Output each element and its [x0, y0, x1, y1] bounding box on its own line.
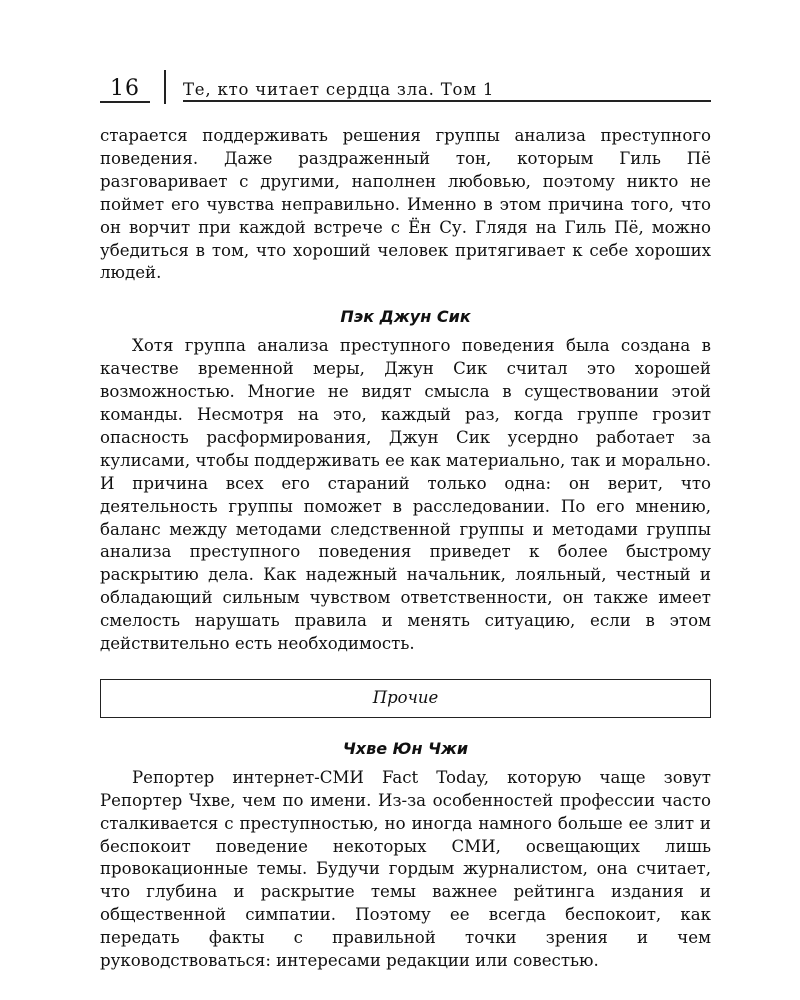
- bio-paragraph-baek-jun-sik: Хотя группа анализа преступного поведения была создана в качестве временной меры, Джун Сик считал это хорошей возможностью. Многие не видят смысла в существовании этой команды. Несмотря на это, каждый раз, когда группе грозит опасность расформирования, Джун Сик усердно работает за кулисами, чтобы поддерживать ее как материально, так и морально. И причина всех его стараний только одна: он верит, что деятельность группы поможет в расследовании. По его мнению, баланс между методами следственной группы и методами группы анализа преступного поведения приведет к более быстрому раскрытию дела. Как надежный начальник, лояльный, честный и обладающий сильным чувством ответственности, он также имеет смелость нарушать правила и менять ситуацию, если в этом действительно есть необходимость.: [100, 336, 711, 654]
- header-separator: [164, 70, 166, 104]
- page-body: [100, 125, 711, 973]
- page-number-rule: [100, 101, 150, 103]
- bio-heading-choi-yun-ji: Чхве Юн Чжи: [342, 738, 469, 758]
- section-title-box: [100, 679, 711, 718]
- page-number: 16: [110, 76, 140, 101]
- bio-paragraph-choi-yun-ji: Репортер интернет-СМИ Fact Today, которую чаще зовут Репортер Чхве, чем по имени. Из-за особенностей профессии часто сталкивается с преступностью, но иногда намного больше ее злит и беспокоит поведение некоторых СМИ, освещающих лишь провокационные темы. Будучи гордым журналистом, она считает, что глубина и раскрытие темы важнее рейтинга издания и общественной симпатии. Поэтому ее всегда беспокоит, как передать факты с правильной точки зрения и чем руководствоваться: интересами редакции или совестью.: [100, 767, 711, 971]
- intro-paragraph: старается поддерживать решения группы анализа преступного поведения. Даже раздраженный тон, которым Гиль Пё разговаривает с другими, наполнен любовью, поэтому никто не поймет его чувства неправильно. Именно в этом причина того, что он ворчит при каждой встрече с Ён Су. Глядя на Гиль Пё, можно убедиться в том, что хороший человек притягивает к себе хороших людей.: [100, 126, 711, 283]
- section-title: Прочие: [372, 687, 439, 707]
- header-rule: [183, 100, 711, 102]
- bio-heading-baek-jun-sik: Пэк Джун Сик: [340, 307, 471, 327]
- running-title: Те, кто читает сердца зла. Том 1: [183, 80, 495, 99]
